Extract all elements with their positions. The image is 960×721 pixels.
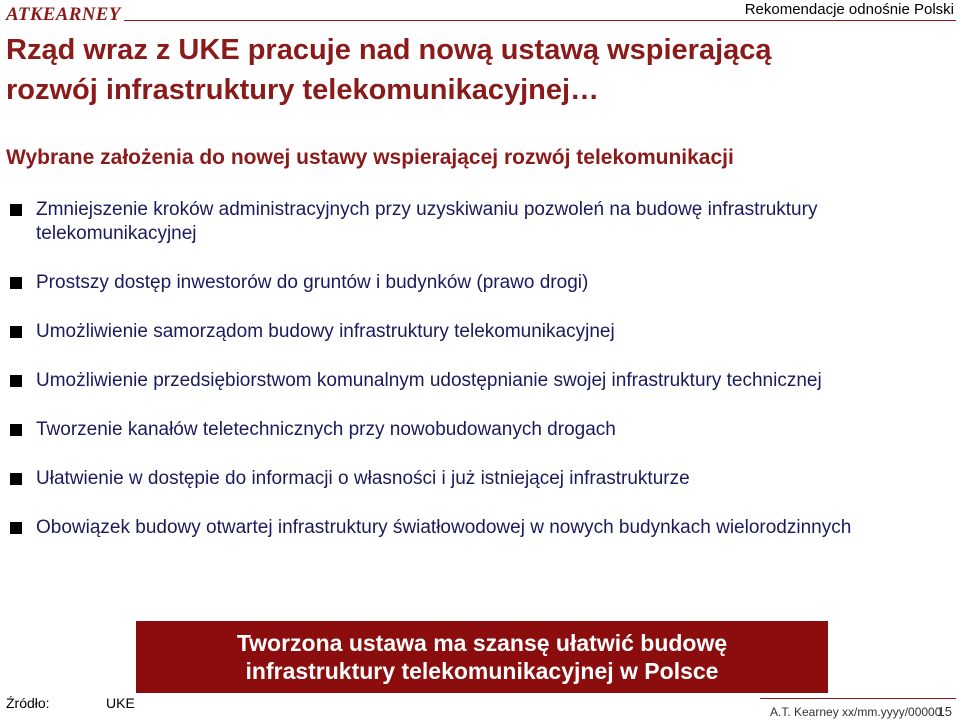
- title-line-1: Rząd wraz z UKE pracuje nad nową ustawą wspierającą: [6, 34, 772, 66]
- bullet-item: [10, 369, 950, 393]
- header-divider: [124, 20, 956, 21]
- bullet-text: Ułatwienie w dostępie do informacji o własności i już istniejącej infrastrukturze: [36, 468, 690, 489]
- section-label: Rekomendacje odnośnie Polski: [744, 1, 954, 18]
- bullet-item: [10, 418, 950, 442]
- bullet-item: [10, 320, 950, 344]
- source-label: Źródło:: [6, 695, 50, 711]
- page-title: [6, 30, 946, 110]
- conclusion-callout: [136, 621, 828, 693]
- kearney-logo: ATKEARNEY: [6, 4, 121, 25]
- square-bullet-icon: [10, 326, 22, 338]
- bullet-list: [10, 198, 950, 565]
- bullet-text: Tworzenie kanałów teletechnicznych przy nowobudowanych drogach: [36, 419, 616, 440]
- callout-line-1: Tworzona ustawa ma szansę ułatwić budowę: [236, 630, 728, 656]
- footer-copyright: A.T. Kearney xx/mm.yyyy/00000: [770, 705, 942, 719]
- footer-divider: [760, 698, 956, 699]
- bullet-item: [10, 198, 950, 246]
- bullet-item: [10, 271, 950, 295]
- callout-line-2: infrastruktury telekomunikacyjnej w Polsce: [245, 658, 719, 684]
- page-number: 15: [937, 704, 952, 719]
- bullet-text: Umożliwienie samorządom budowy infrastruktury telekomunikacyjnej: [36, 321, 615, 342]
- square-bullet-icon: [10, 204, 22, 216]
- square-bullet-icon: [10, 375, 22, 387]
- square-bullet-icon: [10, 473, 22, 485]
- bullet-text: Obowiązek budowy otwartej infrastruktury światłowodowej w nowych budynkach wielorodzinnych: [36, 517, 852, 538]
- bullet-item: [10, 516, 950, 540]
- square-bullet-icon: [10, 277, 22, 289]
- source-value: UKE: [106, 695, 135, 711]
- subtitle: Wybrane założenia do nowej ustawy wspierającej rozwój telekomunikacji: [6, 146, 734, 169]
- bullet-text: Zmniejszenie kroków administracyjnych przy uzyskiwaniu pozwoleń na budowę infrastruktury telekomunikacyjnej: [36, 199, 818, 244]
- square-bullet-icon: [10, 424, 22, 436]
- title-line-2: rozwój infrastruktury telekomunikacyjnej…: [6, 74, 600, 106]
- bullet-text: Prostszy dostęp inwestorów do gruntów i budynków (prawo drogi): [36, 272, 589, 293]
- square-bullet-icon: [10, 522, 22, 534]
- bullet-text: Umożliwienie przedsiębiorstwom komunalnym udostępnianie swojej infrastruktury technicznej: [36, 370, 822, 391]
- bullet-item: [10, 467, 950, 491]
